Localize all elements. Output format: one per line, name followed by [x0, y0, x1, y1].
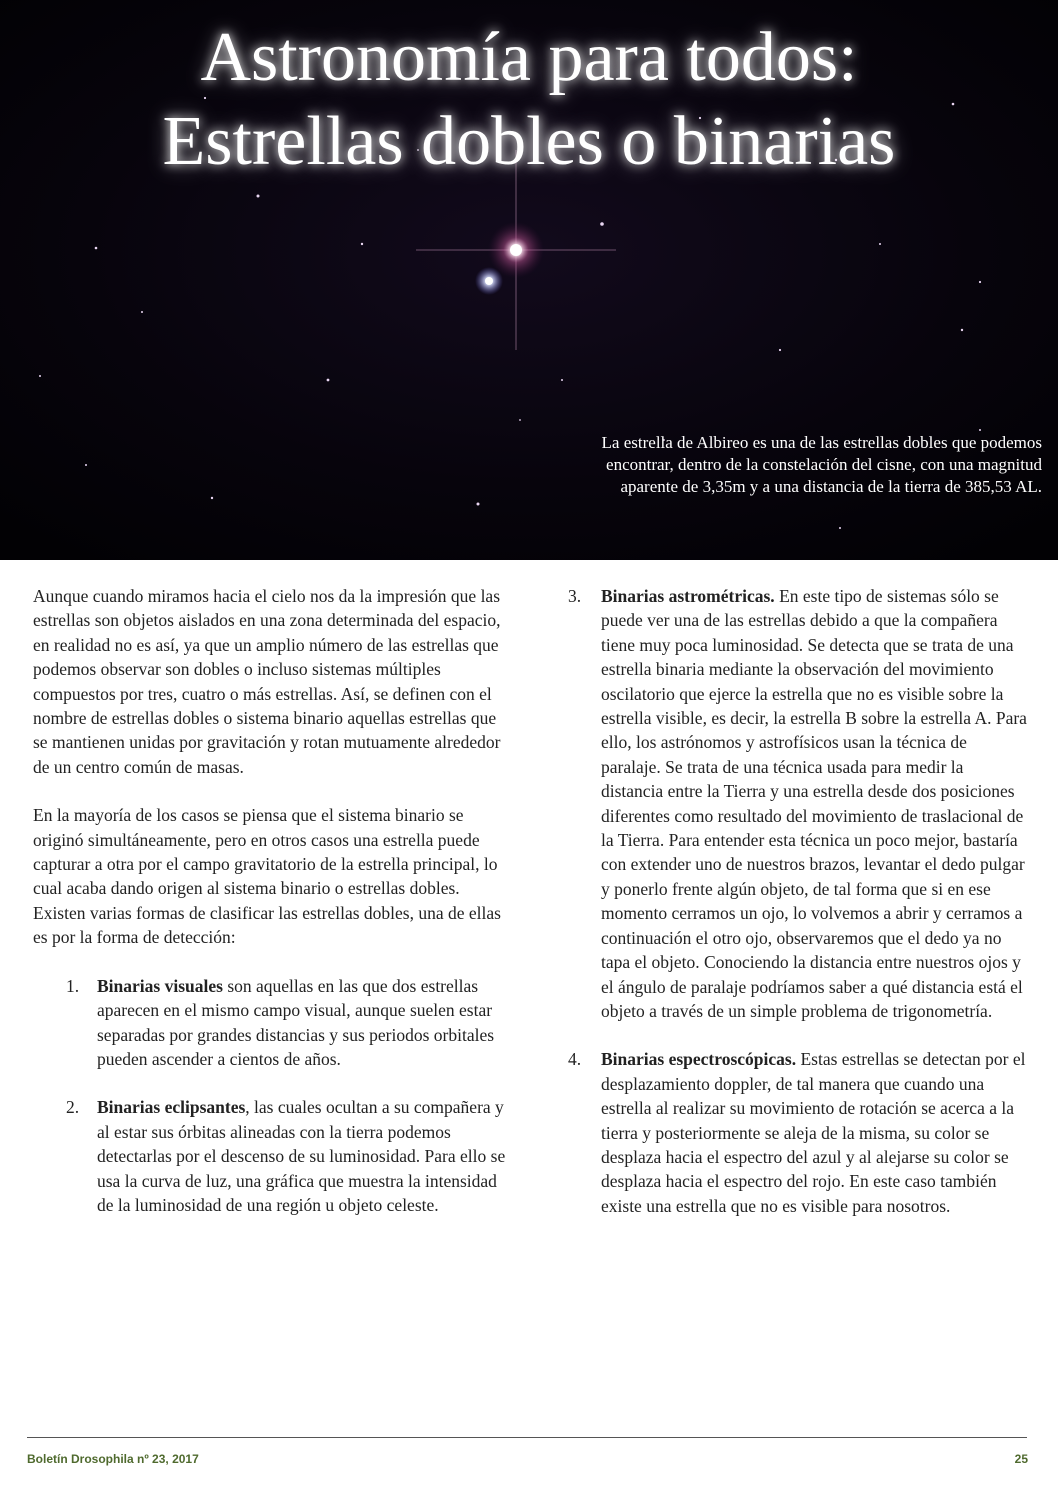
list-number: 1.: [66, 975, 80, 996]
list-term: Binarias visuales: [97, 975, 223, 996]
title-line-1: Astronomía para todos:: [200, 19, 858, 96]
detection-paragraph: En la mayoría de los casos se piensa que el sistema binario se originó simultáneamente, pero en otros casos una estrella puede capturar a otra por el campo gravitatorio de la estrella principal, lo cual acaba dando origen al sistema binario o estrellas dobles. Existen varias formas de clasificar las estrellas dobles, una de ellas es por la forma de detección:: [33, 805, 501, 948]
albireo-companion-star: [475, 267, 503, 295]
list-item: [33, 1095, 507, 1217]
list-text: En este tipo de sistemas sólo se puede ver una de las estrellas debido a que la compañera tiene muy poca luminosidad. Se detecta que se trata de una estrella binaria mediante la observación del movimiento oscilatorio que ejerce la estrella que no es visible sobre la estrella visible, es decir, la estrella B sobre la estrella A. Para ello, los astrónomos y astrofísicos usan la técnica de paralaje. Se trata de una técnica usada para medir la distancia entre la Tierra y una estrella desde dos posiciones diferentes como resultado del movimiento de traslacional de la Tierra. Para entender esta técnica un poco mejor, bastaría con extender uno de nuestros brazos, levantar el dedo pulgar y ponerlo frente algún objeto, de tal forma que si en ese momento cerramos un ojo, lo volvemos a abrir y cerramos a continuación el otro ojo, observaremos que el dedo ya no tapa el objeto. Conociendo la distancia entre nuestros ojos y el ángulo de paralaje podríamos saber a qué distancia está el objeto a través de un simple problema de trigonometría.: [601, 586, 1027, 1021]
image-caption: La estrella de Albireo es una de las estrellas dobles que podemos encontrar, dentro de la constelación del cisne, con una magnitud aparente de 3,35m y a una distancia de la tierra de 385,53 AL.: [601, 433, 1042, 496]
list-text: Estas estrellas se detectan por el desplazamiento doppler, de tal manera que cuando una estrella al realizar su movimiento de rotación se acerca a la tierra y posteriormente se aleja de la misma, su color se desplaza hacia el espectro del azul y al alejarse su color se desplaza hacia el espectro del rojo. En este caso también existe una estrella que no es visible para nosotros.: [601, 1049, 1026, 1216]
list-number: 4.: [568, 1049, 582, 1070]
list-term: Binarias astrométricas.: [601, 586, 775, 606]
list-item: [33, 974, 507, 1072]
list-item: [568, 1047, 1028, 1218]
list-text: , las cuales ocultan a su compañera y al estar sus órbitas alineadas con la tierra podemos detectarlas por el descenso de su luminosidad. Para ello se usa la curva de luz, una gráfica que muestra la intensidad de la luminosidad de una región u objeto celeste.: [97, 1097, 506, 1215]
title-line-2: Estrellas dobles o binarias: [162, 103, 896, 180]
binary-types-list: [33, 974, 507, 1218]
hero-image: [0, 0, 1058, 560]
list-number: 2.: [66, 1097, 80, 1118]
list-term: Binarias eclipsantes: [97, 1097, 246, 1118]
footer-publication: Boletín Drosophila nº 23, 2017: [27, 1452, 199, 1466]
footer-page-number: 25: [1014, 1452, 1028, 1466]
list-term: Binarias espectroscópicas.: [601, 1049, 797, 1070]
page-title: [0, 16, 1058, 184]
binary-types-list-continued: [568, 584, 1028, 1218]
list-number: 3.: [568, 586, 582, 606]
list-item: [568, 584, 1028, 1023]
footer-divider: [27, 1437, 1027, 1438]
right-column: [568, 584, 1028, 1242]
intro-paragraph: Aunque cuando miramos hacia el cielo nos da la impresión que las estrellas son objetos aislados en una zona determinada del espacio, en realidad no es así, ya que un amplio número de las estrellas que podemos observar son dobles o incluso sistemas múltiples compuestos por tres, cuatro o más estrellas. Así, se definen con el nombre de estrellas dobles o sistema binario aquellas estrellas que se mantienen unidas por gravitación y rotan mutuamente alrededor de un centro común de masas.: [33, 586, 501, 777]
left-column: [33, 584, 507, 1241]
list-text: son aquellas en las que dos estrellas aparecen en el mismo campo visual, aunque suelen estar separadas por grandes distancias y sus periodos orbitales pueden ascender a cientos de años.: [97, 975, 495, 1069]
